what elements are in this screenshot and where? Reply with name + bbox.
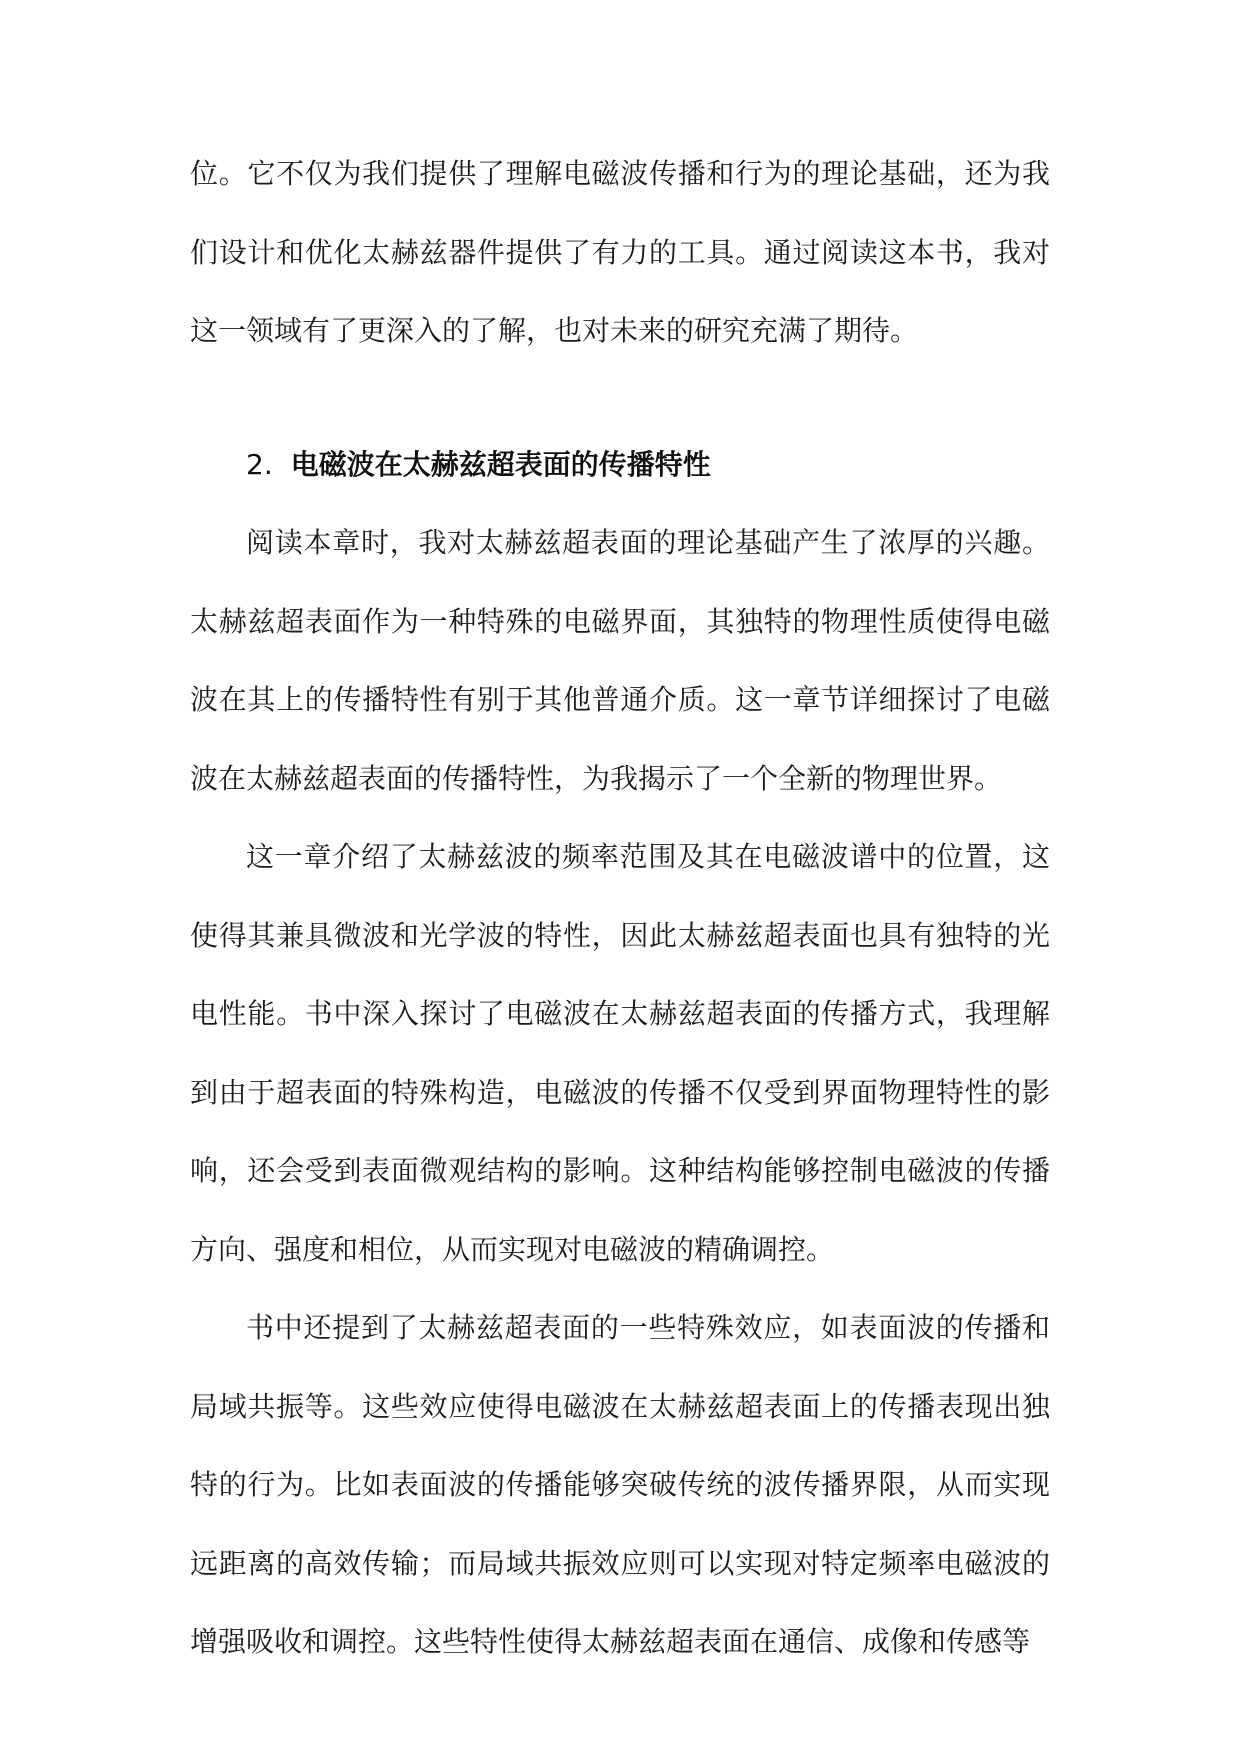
page-body xyxy=(190,135,1050,1682)
paragraph-continuation: 位。它不仅为我们提供了理解电磁波传播和行为的理论基础，还为我们设计和优化太赫兹器件提供了有力的工具。通过阅读这本书，我对这一领域有了更深入的了解，也对未来的研究充满了期待。 xyxy=(190,157,1050,347)
paragraph: 阅读本章时，我对太赫兹超表面的理论基础产生了浓厚的兴趣。太赫兹超表面作为一种特殊的电磁界面，其独特的物理性质使得电磁波在其上的传播特性有别于其他普通介质。这一章节详细探讨了电磁波在太赫兹超表面的传播特性，为我揭示了一个全新的物理世界。 xyxy=(190,526,1050,795)
section-heading xyxy=(190,371,1050,505)
paragraph: 这一章介绍了太赫兹波的频率范围及其在电磁波谱中的位置，这使得其兼具微波和光学波的特性，因此太赫兹超表面也具有独特的光电性能。书中深入探讨了电磁波在太赫兹超表面的传播方式，我理解到由于超表面的特殊构造，电磁波的传播不仅受到界面物理特性的影响，还会受到表面微观结构的影响。这种结构能够控制电磁波的传播方向、强度和相位，从而实现对电磁波的精确调控。 xyxy=(190,840,1050,1266)
paragraph: 书中还提到了太赫兹超表面的一些特殊效应，如表面波的传播和局域共振等。这些效应使得电磁波在太赫兹超表面上的传播表现出独特的行为。比如表面波的传播能够突破传统的波传播界限，从而实现远距离的高效传输；而局域共振效应则可以实现对特定频率电磁波的增强吸收和调控。这些特性使得太赫兹超表面在通信、成像和传感等 xyxy=(190,1311,1050,1658)
section-number: 2. xyxy=(246,447,273,481)
section-title: 电磁波在太赫兹超表面的传播特性 xyxy=(290,447,711,481)
